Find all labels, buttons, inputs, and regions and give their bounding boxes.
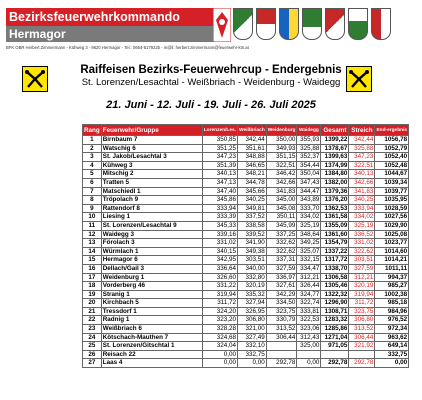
total-cell: 971,05 bbox=[321, 342, 349, 351]
total-cell: 1354,79 bbox=[321, 239, 349, 248]
score-weidenburg: 330,79 bbox=[266, 316, 297, 325]
score-lorenzen: 333,39 bbox=[202, 213, 237, 222]
score-weidenburg: 323,75 bbox=[266, 307, 297, 316]
total-cell: 1322,32 bbox=[321, 290, 349, 299]
final-result-cell: 1056,78 bbox=[375, 136, 409, 145]
group-cell: Liesing 1 bbox=[101, 213, 202, 222]
table-row bbox=[83, 325, 409, 334]
group-cell: St. Jakob/Lesachtal 3 bbox=[101, 153, 202, 162]
score-waidegg: 352,37 bbox=[297, 153, 321, 162]
rank-cell: 13 bbox=[83, 239, 102, 248]
total-cell: 1285,86 bbox=[321, 325, 349, 334]
table-row bbox=[83, 136, 409, 145]
total-cell: 1296,90 bbox=[321, 299, 349, 308]
column-header: Weißbriach bbox=[238, 125, 267, 136]
group-cell: Weidenburg 1 bbox=[101, 273, 202, 282]
group-cell: Laas 4 bbox=[101, 359, 202, 368]
strike-cell: 311,72 bbox=[349, 299, 375, 308]
score-weissbriach: 351,61 bbox=[238, 144, 267, 153]
raiffeisen-logo-icon bbox=[22, 66, 48, 92]
rank-cell: 11 bbox=[83, 221, 102, 230]
contact-address: BFK OBR Herbert Zimmermann - Kühweg 3 - 9620 Hermagor - Tel.: 0664-5179225 - m@il: herbert.zimmermann@feuerwehr-ktn.at bbox=[6, 45, 249, 50]
score-weidenburg: 345,00 bbox=[266, 196, 297, 205]
score-weidenburg: 341,83 bbox=[266, 187, 297, 196]
table-row bbox=[83, 273, 409, 282]
table-row bbox=[83, 299, 409, 308]
score-waidegg: 343,89 bbox=[297, 196, 321, 205]
fire-brigade-logo bbox=[213, 8, 231, 42]
score-weissbriach: 348,21 bbox=[238, 170, 267, 179]
table-row bbox=[83, 247, 409, 256]
final-result-cell: 1014,60 bbox=[375, 247, 409, 256]
rank-cell: 5 bbox=[83, 170, 102, 179]
final-result-cell: 1029,90 bbox=[375, 221, 409, 230]
total-cell: 1317,72 bbox=[321, 256, 349, 265]
score-waidegg: 355,93 bbox=[297, 136, 321, 145]
total-cell: 1378,67 bbox=[321, 144, 349, 153]
group-cell: Rattendorf 8 bbox=[101, 204, 202, 213]
score-weissbriach: 332,75 bbox=[238, 350, 267, 359]
score-waidegg: 322,53 bbox=[297, 316, 321, 325]
final-result-cell: 985,18 bbox=[375, 299, 409, 308]
table-header-row bbox=[83, 125, 409, 136]
total-cell bbox=[321, 350, 349, 359]
score-weidenburg: 327,59 bbox=[266, 264, 297, 273]
score-weissbriach: 337,52 bbox=[238, 213, 267, 222]
score-weissbriach: 349,81 bbox=[238, 204, 267, 213]
total-cell: 1374,99 bbox=[321, 161, 349, 170]
score-weissbriach: 327,49 bbox=[238, 333, 267, 342]
rank-cell: 25 bbox=[83, 342, 102, 351]
score-waidegg: 0,00 bbox=[297, 359, 321, 368]
total-cell: 1376,20 bbox=[321, 196, 349, 205]
score-waidegg: 348,64 bbox=[297, 230, 321, 239]
strike-cell: 340,13 bbox=[349, 170, 375, 179]
score-weissbriach: 306,80 bbox=[238, 316, 267, 325]
group-cell: Förolach 3 bbox=[101, 239, 202, 248]
column-header: Feuerwehr/Gruppe bbox=[101, 125, 202, 136]
score-weissbriach: 344,78 bbox=[238, 178, 267, 187]
group-cell: Tressdorf 1 bbox=[101, 307, 202, 316]
total-cell: 1305,46 bbox=[321, 282, 349, 291]
score-weissbriach: 320,19 bbox=[238, 282, 267, 291]
score-waidegg: 334,02 bbox=[297, 213, 321, 222]
final-result-cell: 972,34 bbox=[375, 325, 409, 334]
final-result-cell: 1002,38 bbox=[375, 290, 409, 299]
document-title bbox=[60, 64, 362, 88]
score-weissbriach: 327,94 bbox=[238, 299, 267, 308]
score-waidegg: 332,15 bbox=[297, 256, 321, 265]
table-row bbox=[83, 316, 409, 325]
table-row bbox=[83, 178, 409, 187]
score-lorenzen: 336,64 bbox=[202, 264, 237, 273]
strike-cell bbox=[349, 350, 375, 359]
total-cell: 1283,32 bbox=[321, 316, 349, 325]
rank-cell: 16 bbox=[83, 264, 102, 273]
total-cell: 1271,04 bbox=[321, 333, 349, 342]
organization-title: Bezirksfeuerwehrkommando bbox=[6, 8, 231, 26]
score-weissbriach: 341,90 bbox=[238, 239, 267, 248]
score-lorenzen: 0,00 bbox=[202, 359, 237, 368]
final-result-cell: 332,75 bbox=[375, 350, 409, 359]
score-lorenzen: 328,28 bbox=[202, 325, 237, 334]
total-cell: 1361,58 bbox=[321, 213, 349, 222]
rank-cell: 17 bbox=[83, 273, 102, 282]
score-lorenzen: 324,68 bbox=[202, 333, 237, 342]
score-waidegg: 354,44 bbox=[297, 161, 321, 170]
total-cell: 1337,22 bbox=[321, 247, 349, 256]
score-weidenburg: 334,50 bbox=[266, 299, 297, 308]
score-lorenzen: 340,13 bbox=[202, 170, 237, 179]
table-row bbox=[83, 359, 409, 368]
score-weidenburg: 292,78 bbox=[266, 359, 297, 368]
score-weissbriach: 332,80 bbox=[238, 273, 267, 282]
score-lorenzen: 351,25 bbox=[202, 144, 237, 153]
final-result-cell: 1014,21 bbox=[375, 256, 409, 265]
table-row bbox=[83, 213, 409, 222]
score-weidenburg: 350,11 bbox=[266, 213, 297, 222]
group-cell: Tratten 5 bbox=[101, 178, 202, 187]
group-cell: Birnbaum 7 bbox=[101, 136, 202, 145]
group-cell: St. Lorenzen/Lesachtal 9 bbox=[101, 221, 202, 230]
group-cell: Vorderberg 46 bbox=[101, 282, 202, 291]
table-row bbox=[83, 196, 409, 205]
score-lorenzen: 323,20 bbox=[202, 316, 237, 325]
strike-cell: 313,52 bbox=[349, 325, 375, 334]
strike-cell: 320,19 bbox=[349, 282, 375, 291]
score-weidenburg: 350,00 bbox=[266, 136, 297, 145]
score-weissbriach: 346,65 bbox=[238, 161, 267, 170]
column-header: Gesamt bbox=[321, 125, 349, 136]
column-header: End-ergebnis bbox=[375, 125, 409, 136]
score-waidegg: 333,70 bbox=[297, 204, 321, 213]
score-waidegg: 325,88 bbox=[297, 144, 321, 153]
total-cell: 1338,70 bbox=[321, 264, 349, 273]
group-cell: Weißbriach 6 bbox=[101, 325, 202, 334]
municipality-crests bbox=[233, 8, 391, 42]
score-waidegg: 312,21 bbox=[297, 273, 321, 282]
strike-cell: 327,59 bbox=[349, 264, 375, 273]
final-result-cell: 1027,56 bbox=[375, 213, 409, 222]
rank-cell: 26 bbox=[83, 350, 102, 359]
crest-icon bbox=[348, 8, 368, 40]
competition-dates: 21. Juni - 12. Juli - 19. Juli - 26. Juli 2025 bbox=[106, 99, 316, 111]
rank-cell: 18 bbox=[83, 282, 102, 291]
crest-icon bbox=[256, 8, 276, 40]
total-cell: 1355,09 bbox=[321, 221, 349, 230]
score-waidegg: 350,04 bbox=[297, 170, 321, 179]
table-row bbox=[83, 256, 409, 265]
table-row bbox=[83, 161, 409, 170]
total-cell: 1399,63 bbox=[321, 153, 349, 162]
table-row bbox=[83, 153, 409, 162]
final-result-cell: 985,27 bbox=[375, 282, 409, 291]
strike-cell: 322,62 bbox=[349, 247, 375, 256]
score-weidenburg: 336,97 bbox=[266, 273, 297, 282]
total-cell: 1308,71 bbox=[321, 307, 349, 316]
final-result-cell: 1011,11 bbox=[375, 264, 409, 273]
score-weidenburg: 332,62 bbox=[266, 239, 297, 248]
cup-title: Raiffeisen Bezirks-Feuerwehrcup - Endergebnis bbox=[80, 64, 342, 76]
final-result-cell: 984,96 bbox=[375, 307, 409, 316]
score-weissbriach: 342,44 bbox=[238, 136, 267, 145]
rank-cell: 1 bbox=[83, 136, 102, 145]
district-name: Hermagor bbox=[6, 26, 231, 42]
rank-cell: 20 bbox=[83, 299, 102, 308]
score-weidenburg: 313,52 bbox=[266, 325, 297, 334]
score-lorenzen: 347,23 bbox=[202, 153, 237, 162]
venues: St. Lorenzen/Lesachtal - Weißbriach - Weidenburg - Waidegg bbox=[81, 77, 341, 88]
strike-cell: 325,19 bbox=[349, 221, 375, 230]
score-weissbriach: 340,00 bbox=[238, 264, 267, 273]
group-cell: St. Lorenzen/Gitschtal 1 bbox=[101, 342, 202, 351]
score-lorenzen: 339,16 bbox=[202, 230, 237, 239]
rank-cell: 22 bbox=[83, 316, 102, 325]
strike-cell: 321,92 bbox=[349, 342, 375, 351]
rank-cell: 27 bbox=[83, 359, 102, 368]
score-weidenburg bbox=[266, 350, 297, 359]
table-row bbox=[83, 333, 409, 342]
score-lorenzen: 319,94 bbox=[202, 290, 237, 299]
rank-cell: 6 bbox=[83, 178, 102, 187]
group-cell: Radnig 1 bbox=[101, 316, 202, 325]
table-row bbox=[83, 290, 409, 299]
strike-cell: 312,21 bbox=[349, 273, 375, 282]
rank-cell: 3 bbox=[83, 153, 102, 162]
group-cell: Watschig 6 bbox=[101, 144, 202, 153]
score-waidegg: 347,43 bbox=[297, 178, 321, 187]
score-lorenzen: 350,85 bbox=[202, 136, 237, 145]
rank-cell: 24 bbox=[83, 333, 102, 342]
score-weidenburg: 337,31 bbox=[266, 256, 297, 265]
score-lorenzen: 331,22 bbox=[202, 282, 237, 291]
score-weidenburg: 345,08 bbox=[266, 204, 297, 213]
final-result-cell: 963,62 bbox=[375, 333, 409, 342]
strike-cell: 333,94 bbox=[349, 204, 375, 213]
final-result-cell: 1028,59 bbox=[375, 204, 409, 213]
group-cell: Tröpolach 9 bbox=[101, 196, 202, 205]
rank-cell: 14 bbox=[83, 247, 102, 256]
strike-cell: 303,51 bbox=[349, 256, 375, 265]
rank-cell: 4 bbox=[83, 161, 102, 170]
score-weissbriach: 303,51 bbox=[238, 256, 267, 265]
final-result-cell: 1039,77 bbox=[375, 187, 409, 196]
total-cell: 1362,53 bbox=[321, 204, 349, 213]
score-weidenburg: 342,29 bbox=[266, 290, 297, 299]
table-row bbox=[83, 282, 409, 291]
score-lorenzen: 0,00 bbox=[202, 350, 237, 359]
column-header: Waidegg bbox=[297, 125, 321, 136]
rank-cell: 21 bbox=[83, 307, 102, 316]
group-cell: Hermagor 6 bbox=[101, 256, 202, 265]
rank-cell: 12 bbox=[83, 230, 102, 239]
score-weissbriach: 338,58 bbox=[238, 221, 267, 230]
rank-cell: 9 bbox=[83, 204, 102, 213]
score-weidenburg: 351,15 bbox=[266, 153, 297, 162]
rank-cell: 23 bbox=[83, 325, 102, 334]
strike-cell: 342,66 bbox=[349, 178, 375, 187]
table-row bbox=[83, 239, 409, 248]
final-result-cell: 1052,40 bbox=[375, 153, 409, 162]
total-cell: 1399,22 bbox=[321, 136, 349, 145]
strike-cell: 306,44 bbox=[349, 333, 375, 342]
score-lorenzen: 342,95 bbox=[202, 256, 237, 265]
table-row bbox=[83, 187, 409, 196]
score-waidegg: 349,25 bbox=[297, 239, 321, 248]
strike-cell: 334,02 bbox=[349, 213, 375, 222]
score-weissbriach: 326,95 bbox=[238, 307, 267, 316]
crest-icon bbox=[302, 8, 322, 40]
rank-cell: 10 bbox=[83, 213, 102, 222]
column-header: Streich bbox=[349, 125, 375, 136]
table-row bbox=[83, 170, 409, 179]
crest-icon bbox=[325, 8, 345, 40]
score-lorenzen: 347,40 bbox=[202, 187, 237, 196]
strike-cell: 341,83 bbox=[349, 187, 375, 196]
group-cell: Matschiedl 1 bbox=[101, 187, 202, 196]
group-cell: Kötschach-Mauthen 7 bbox=[101, 333, 202, 342]
score-waidegg: 325,07 bbox=[297, 247, 321, 256]
final-result-cell: 1039,34 bbox=[375, 178, 409, 187]
score-weidenburg: 322,51 bbox=[266, 161, 297, 170]
group-cell: Reisach 22 bbox=[101, 350, 202, 359]
table-row bbox=[83, 307, 409, 316]
table-row bbox=[83, 144, 409, 153]
score-weissbriach: 332,10 bbox=[238, 342, 267, 351]
score-waidegg: 325,00 bbox=[297, 342, 321, 351]
score-lorenzen: 340,15 bbox=[202, 247, 237, 256]
strike-cell: 325,88 bbox=[349, 144, 375, 153]
score-weissbriach: 349,38 bbox=[238, 247, 267, 256]
score-waidegg: 334,47 bbox=[297, 264, 321, 273]
crest-icon bbox=[279, 8, 299, 40]
score-weidenburg: 345,99 bbox=[266, 221, 297, 230]
table-row bbox=[83, 204, 409, 213]
group-cell: Kirchbach 5 bbox=[101, 299, 202, 308]
score-lorenzen: 311,72 bbox=[202, 299, 237, 308]
group-cell: Kühweg 3 bbox=[101, 161, 202, 170]
strike-cell: 322,51 bbox=[349, 161, 375, 170]
total-cell: 1306,58 bbox=[321, 273, 349, 282]
rank-cell: 2 bbox=[83, 144, 102, 153]
table-row bbox=[83, 264, 409, 273]
score-weidenburg: 322,62 bbox=[266, 247, 297, 256]
total-cell: 1384,80 bbox=[321, 170, 349, 179]
total-cell: 1382,00 bbox=[321, 178, 349, 187]
score-waidegg bbox=[297, 350, 321, 359]
total-cell: 1379,36 bbox=[321, 187, 349, 196]
score-weissbriach: 340,25 bbox=[238, 196, 267, 205]
crest-icon bbox=[233, 8, 253, 40]
final-result-cell: 1052,79 bbox=[375, 144, 409, 153]
strike-cell: 323,75 bbox=[349, 307, 375, 316]
strike-cell: 292,78 bbox=[349, 359, 375, 368]
group-cell: Mitschig 2 bbox=[101, 170, 202, 179]
score-lorenzen: 326,60 bbox=[202, 273, 237, 282]
score-lorenzen: 324,04 bbox=[202, 342, 237, 351]
score-lorenzen: 345,86 bbox=[202, 196, 237, 205]
score-weidenburg: 327,61 bbox=[266, 282, 297, 291]
results-table bbox=[82, 124, 409, 368]
score-weidenburg: 349,93 bbox=[266, 144, 297, 153]
rank-cell: 19 bbox=[83, 290, 102, 299]
score-weissbriach: 345,66 bbox=[238, 187, 267, 196]
score-waidegg: 323,06 bbox=[297, 325, 321, 334]
table-row bbox=[83, 221, 409, 230]
final-result-cell: 1025,08 bbox=[375, 230, 409, 239]
strike-cell: 340,25 bbox=[349, 196, 375, 205]
score-weidenburg: 306,44 bbox=[266, 333, 297, 342]
table-row bbox=[83, 342, 409, 351]
score-weissbriach: 335,32 bbox=[238, 290, 267, 299]
group-cell: Dellach/Gail 3 bbox=[101, 264, 202, 273]
score-weidenburg: 342,66 bbox=[266, 178, 297, 187]
score-weidenburg: 337,25 bbox=[266, 230, 297, 239]
final-result-cell: 1044,67 bbox=[375, 170, 409, 179]
rank-cell: 8 bbox=[83, 196, 102, 205]
score-lorenzen: 333,94 bbox=[202, 204, 237, 213]
strike-cell: 319,94 bbox=[349, 290, 375, 299]
final-result-cell: 976,52 bbox=[375, 316, 409, 325]
column-header: Rang bbox=[84, 126, 100, 134]
score-lorenzen: 351,39 bbox=[202, 161, 237, 170]
table-row bbox=[83, 350, 409, 359]
score-lorenzen: 331,02 bbox=[202, 239, 237, 248]
score-waidegg: 344,47 bbox=[297, 187, 321, 196]
column-header: Lorenzen/Les. bbox=[202, 125, 237, 136]
crest-icon bbox=[371, 8, 391, 40]
final-result-cell: 649,14 bbox=[375, 342, 409, 351]
score-weissbriach: 0,00 bbox=[238, 359, 267, 368]
final-result-cell: 1052,48 bbox=[375, 161, 409, 170]
score-weidenburg bbox=[266, 342, 297, 351]
group-cell: Stranig 1 bbox=[101, 290, 202, 299]
final-result-cell: 1035,95 bbox=[375, 196, 409, 205]
score-weidenburg: 346,42 bbox=[266, 170, 297, 179]
score-waidegg: 326,44 bbox=[297, 282, 321, 291]
score-waidegg: 333,81 bbox=[297, 307, 321, 316]
strike-cell: 331,02 bbox=[349, 239, 375, 248]
score-lorenzen: 324,20 bbox=[202, 307, 237, 316]
strike-cell: 336,52 bbox=[349, 230, 375, 239]
strike-cell: 347,23 bbox=[349, 153, 375, 162]
total-cell: 292,78 bbox=[321, 359, 349, 368]
score-weissbriach: 339,52 bbox=[238, 230, 267, 239]
group-cell: Waidegg 3 bbox=[101, 230, 202, 239]
table-row bbox=[83, 230, 409, 239]
final-result-cell: 994,37 bbox=[375, 273, 409, 282]
rank-cell: 15 bbox=[83, 256, 102, 265]
score-waidegg: 325,19 bbox=[297, 221, 321, 230]
score-waidegg: 322,74 bbox=[297, 299, 321, 308]
rank-cell: 7 bbox=[83, 187, 102, 196]
strike-cell: 342,44 bbox=[349, 136, 375, 145]
strike-cell: 306,80 bbox=[349, 316, 375, 325]
total-cell: 1361,60 bbox=[321, 230, 349, 239]
score-waidegg: 312,43 bbox=[297, 333, 321, 342]
score-lorenzen: 345,33 bbox=[202, 221, 237, 230]
final-result-cell: 0,00 bbox=[375, 359, 409, 368]
letterhead bbox=[0, 0, 422, 48]
score-weissbriach: 321,00 bbox=[238, 325, 267, 334]
score-waidegg: 324,77 bbox=[297, 290, 321, 299]
group-cell: Würmlach 1 bbox=[101, 247, 202, 256]
final-result-cell: 1023,77 bbox=[375, 239, 409, 248]
column-header: Weidenburg bbox=[266, 125, 297, 136]
score-weissbriach: 348,88 bbox=[238, 153, 267, 162]
score-lorenzen: 347,13 bbox=[202, 178, 237, 187]
